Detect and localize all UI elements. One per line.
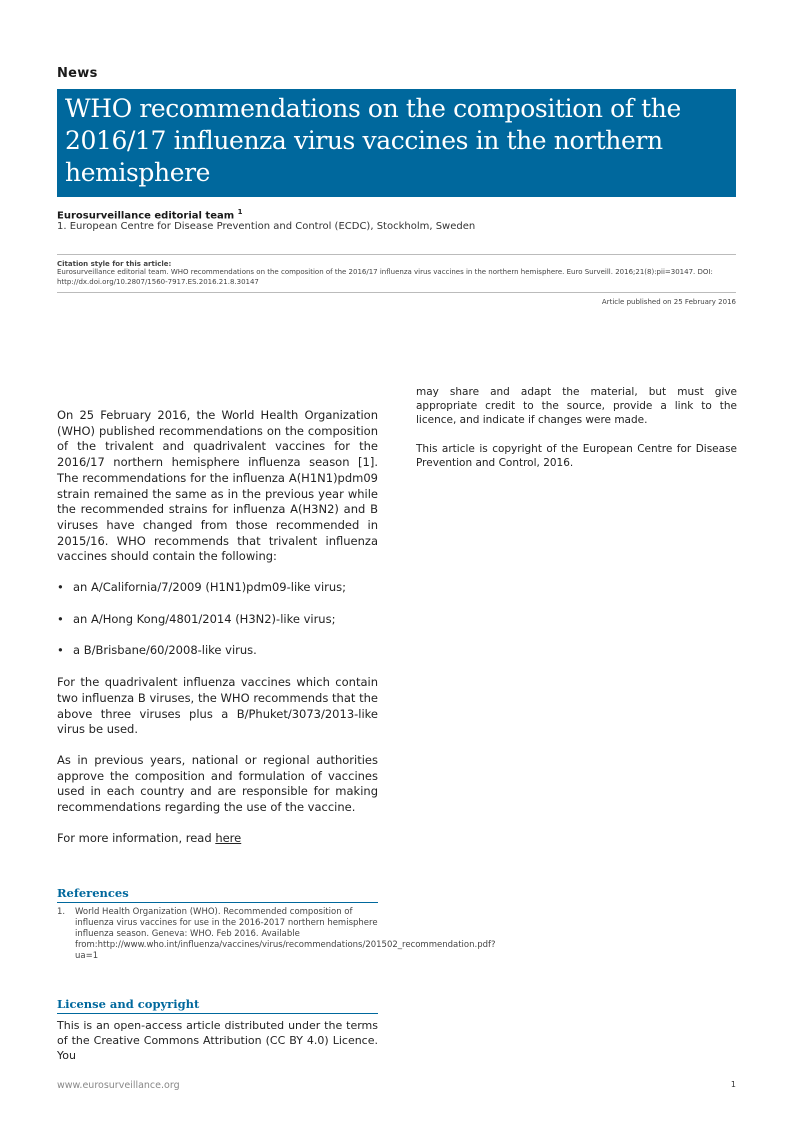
reference-number: 1.: [57, 907, 66, 917]
copyright-notice: This article is copyright of the European Centre for Disease Prevention and Control, 2016.: [416, 443, 737, 469]
body-column-left: [57, 408, 378, 861]
footer-url[interactable]: www.eurosurveillance.org: [57, 1080, 180, 1091]
body-paragraph: On 25 February 2016, the World Health Organization (WHO) published recommendations on the composition of the trivalent and quadrivalent vaccines for the 2016/17 northern hemisphere influenza season [1]. The recommendations for the influenza A(H1N1)pdm09 strain remained the same as in the previous year while the recommended strains for influenza A(H3N2) and B viruses have changed from those recommended in 2015/16. WHO recommends that trivalent influenza vaccines should contain the following:: [57, 408, 378, 564]
citation-label: Citation style for this article:: [57, 260, 172, 268]
license-continued: may share and adapt the material, but must give appropriate credit to the source, provide a link to the licence, and indicate if changes were made.: [416, 386, 737, 426]
reference-text: World Health Organization (WHO). Recommended composition of influenza virus vaccines for use in the 2016-2017 northern hemisphere influenza season. Geneva: WHO. Feb 2016. Available from:http://www.who.int/influenza/vaccines/virus/recommendations/201502_recommendation.pdf?ua=1: [75, 907, 496, 961]
license-heading: License and copyright: [57, 997, 378, 1014]
affiliation: 1. European Centre for Disease Prevention and Control (ECDC), Stockholm, Sweden: [57, 221, 476, 232]
reference-list: [57, 907, 496, 962]
more-info-link[interactable]: here: [215, 830, 242, 845]
more-info: For more information, read here: [57, 830, 242, 845]
author-name: Eurosurveillance editorial team: [57, 210, 235, 222]
section-label: News: [57, 66, 98, 81]
body-paragraph: For the quadrivalent influenza vaccines which contain two influenza B viruses, the WHO recommends that the above three viruses plus a B/Phuket/3073/2013-like virus be used.: [57, 675, 378, 737]
list-item: • a B/Brisbane/60/2008-like virus.: [57, 643, 257, 658]
body-paragraph: As in previous years, national or regional authorities approve the composition and formulation of vaccines used in each country and are responsible for making recommendations regarding the use of the vaccine.: [57, 752, 378, 815]
body-column-right: [416, 385, 737, 485]
article-title: WHO recommendations on the composition of the 2016/17 influenza virus vaccines in the northern hemisphere: [65, 94, 681, 187]
license-text: This is an open-access article distributed under the terms of the Creative Commons Attribution (CC BY 4.0) Licence. You: [57, 1019, 378, 1062]
bullet-icon: •: [57, 643, 64, 658]
reference-item: [57, 907, 496, 962]
bullet-icon: •: [57, 611, 64, 626]
bullet-icon: •: [57, 580, 64, 595]
title-banner: [57, 89, 736, 197]
author-affiliation-marker: 1: [237, 208, 243, 216]
citation-text: Eurosurveillance editorial team. WHO recommendations on the composition of the 2016/17 influenza virus vaccines in the northern hemisphere. Euro Surveill. 2016;21(8):pii=30147. DOI: http://dx.doi.org/10.2807/1560-7917.ES.2016.21.8.30147: [57, 268, 713, 286]
references-heading: References: [57, 886, 378, 903]
list-item: • an A/California/7/2009 (H1N1)pdm09-like virus;: [57, 580, 347, 595]
divider: [57, 254, 736, 255]
author-line: [57, 208, 243, 221]
list-item: • an A/Hong Kong/4801/2014 (H3N2)-like virus;: [57, 611, 336, 626]
page-number: 1: [730, 1080, 736, 1089]
publication-date: Article published on 25 February 2016: [601, 298, 736, 306]
divider: [57, 292, 736, 293]
